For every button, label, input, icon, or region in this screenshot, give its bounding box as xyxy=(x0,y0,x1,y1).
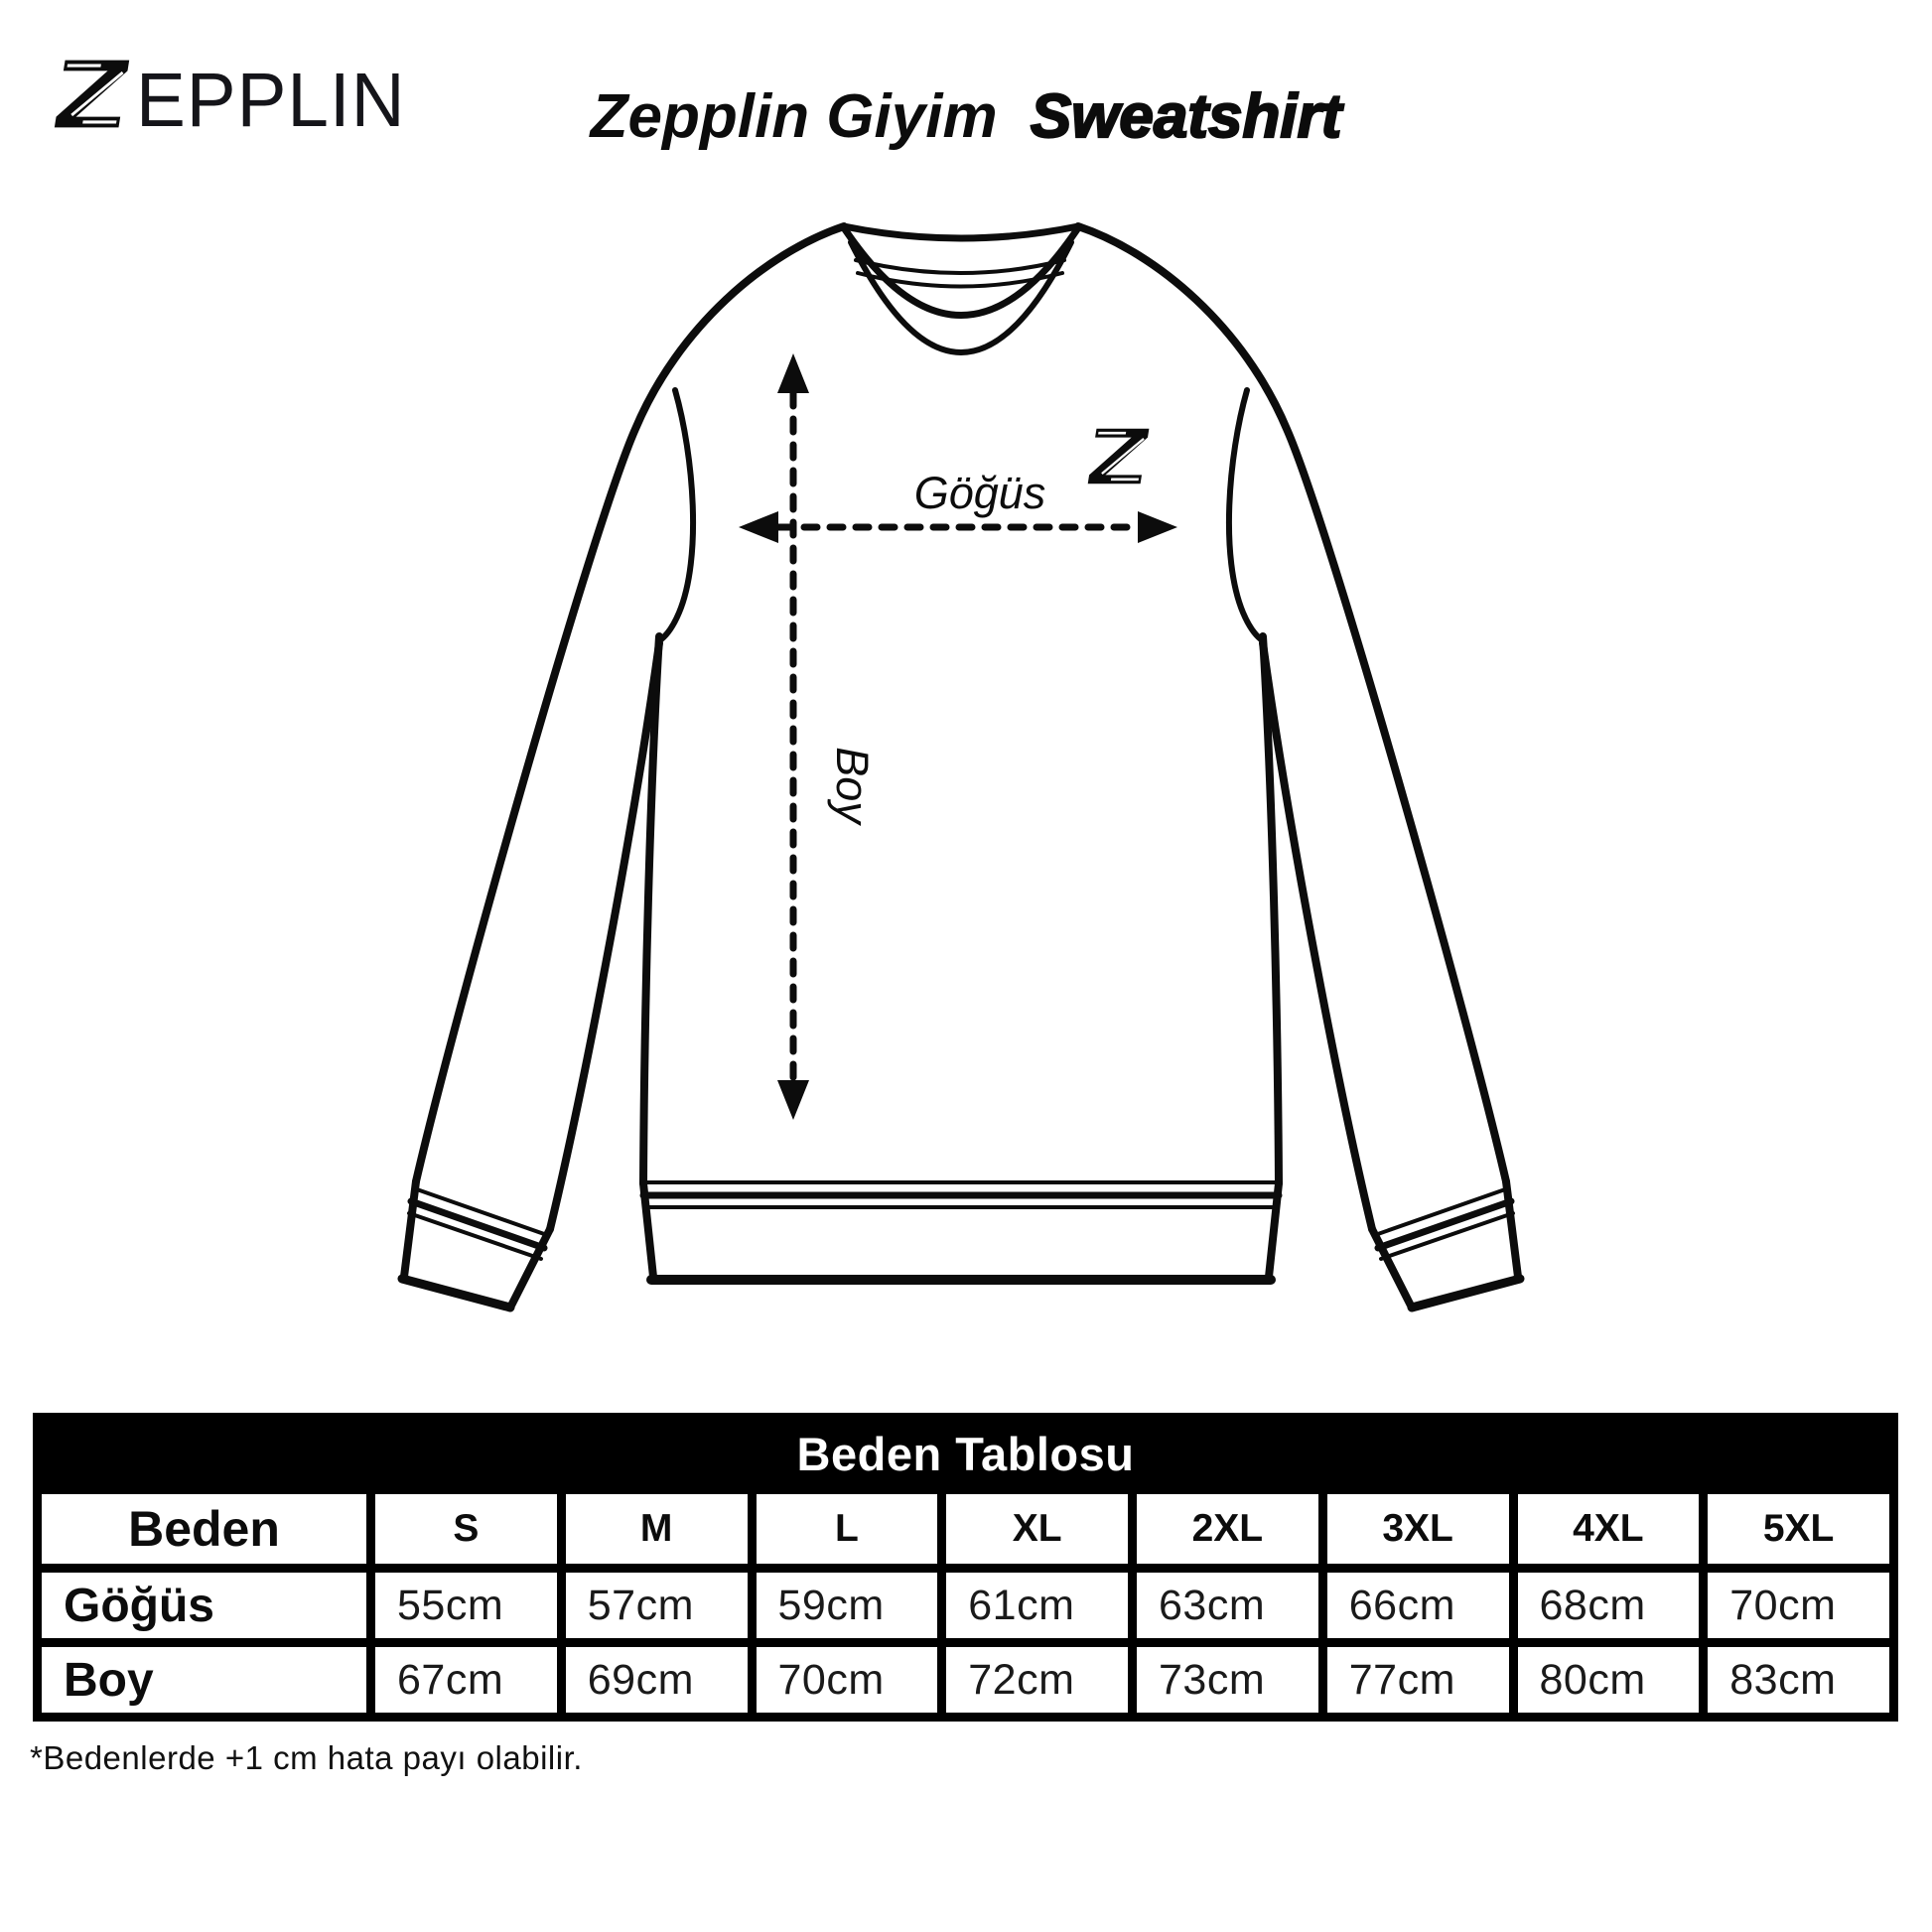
left-cuff-rib xyxy=(411,1201,544,1248)
size-col-header: M xyxy=(566,1494,748,1564)
chest-arrow-label: Göğüs xyxy=(913,468,1046,518)
chest-value: 57cm xyxy=(566,1573,748,1638)
length-value: 72cm xyxy=(946,1647,1128,1713)
chest-value: 66cm xyxy=(1327,1573,1509,1638)
left-armhole-seam xyxy=(661,390,693,639)
chest-value: 61cm xyxy=(946,1573,1128,1638)
size-col-header: 2XL xyxy=(1137,1494,1318,1564)
sweatshirt-diagram xyxy=(278,149,1668,1350)
chest-value: 55cm xyxy=(375,1573,557,1638)
row-label-chest: Göğüs xyxy=(42,1573,366,1638)
right-cuff xyxy=(1412,1279,1520,1308)
size-col-header: XL xyxy=(946,1494,1128,1564)
chest-value: 63cm xyxy=(1137,1573,1318,1638)
right-cuff-rib xyxy=(1381,1213,1513,1259)
brand-wordmark: EPPLIN xyxy=(136,57,406,143)
length-value: 69cm xyxy=(566,1647,748,1713)
left-cuff-rib xyxy=(409,1213,541,1259)
chest-value: 70cm xyxy=(1708,1573,1889,1638)
size-col-header: 4XL xyxy=(1518,1494,1700,1564)
length-value: 77cm xyxy=(1327,1647,1509,1713)
size-col-header: L xyxy=(757,1494,938,1564)
left-cuff xyxy=(402,1279,510,1308)
right-sleeve-outline xyxy=(1078,226,1506,1181)
collar-seam-line xyxy=(851,242,1071,352)
chest-value: 59cm xyxy=(757,1573,938,1638)
size-col-header: 5XL xyxy=(1708,1494,1889,1564)
left-sleeve-outline xyxy=(416,226,844,1181)
size-col-header: S xyxy=(375,1494,557,1564)
length-value: 83cm xyxy=(1708,1647,1889,1713)
right-armhole-seam xyxy=(1229,390,1261,639)
row-label-length: Boy xyxy=(42,1647,366,1713)
length-value: 80cm xyxy=(1518,1647,1700,1713)
length-value: 67cm xyxy=(375,1647,557,1713)
page-title-regular: Zepplin Giyim xyxy=(590,82,998,151)
tolerance-footnote: *Bedenlerde +1 cm hata payı olabilir. xyxy=(30,1739,583,1776)
body-length-arrow xyxy=(777,353,809,1120)
right-cuff-rib xyxy=(1378,1201,1511,1248)
length-value: 70cm xyxy=(757,1647,938,1713)
size-table xyxy=(33,1413,1898,1722)
size-table-title: Beden Tablosu xyxy=(42,1422,1889,1485)
size-table-corner-header: Beden xyxy=(42,1494,366,1564)
left-cuff xyxy=(404,1181,416,1277)
size-col-header: 3XL xyxy=(1327,1494,1509,1564)
length-value: 73cm xyxy=(1137,1647,1318,1713)
length-arrow-label: Boy xyxy=(827,747,878,824)
collar-rib-line xyxy=(856,260,1064,273)
chest-z-logo-icon xyxy=(1088,429,1150,483)
right-cuff xyxy=(1506,1181,1518,1277)
chest-value: 68cm xyxy=(1518,1573,1700,1638)
collar-top-line xyxy=(844,226,1078,238)
page-title-bold: Sweatshirt xyxy=(1030,82,1342,151)
page-title xyxy=(0,81,1932,152)
